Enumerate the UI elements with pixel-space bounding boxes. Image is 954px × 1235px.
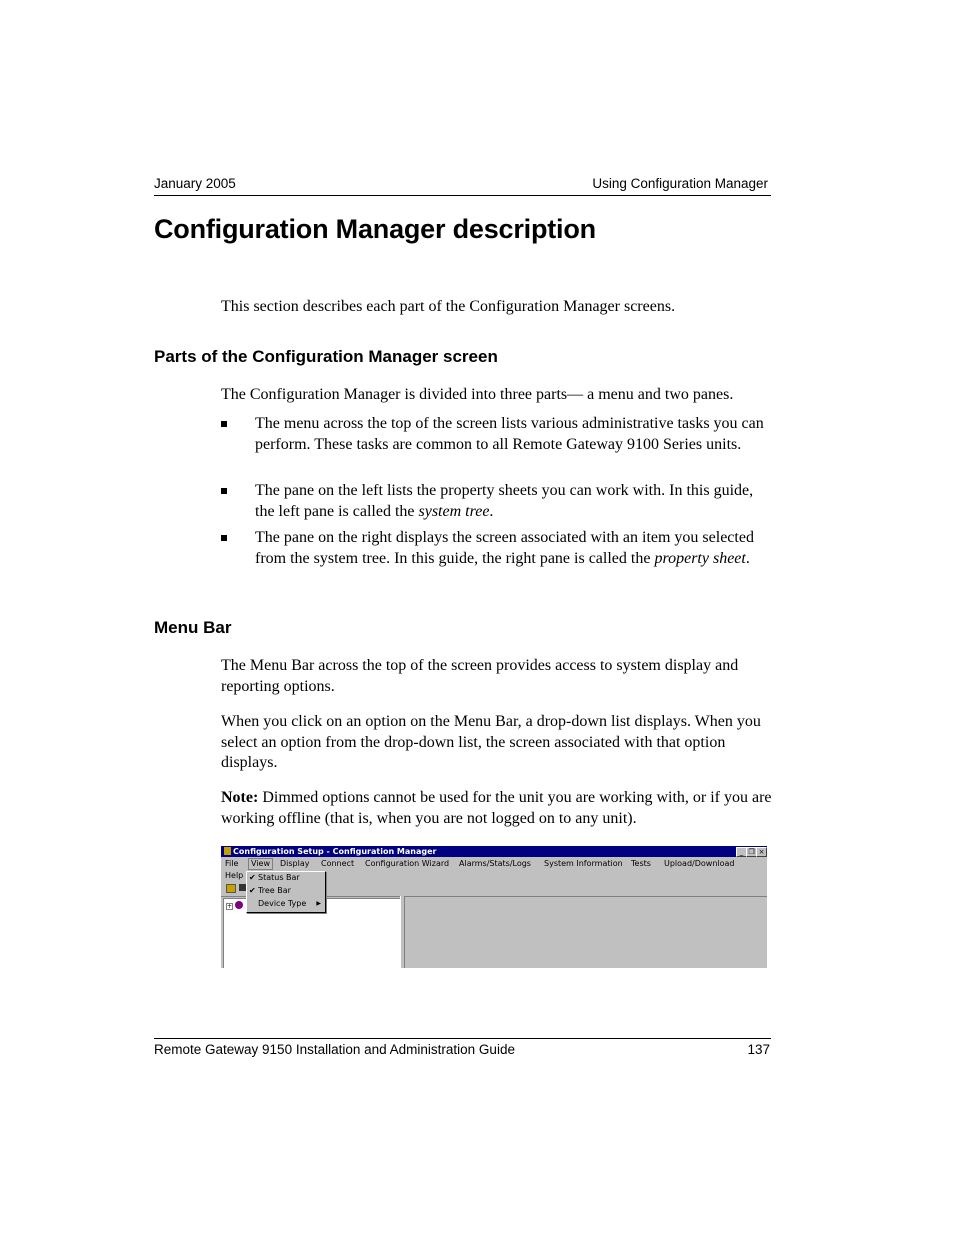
bullet-text: The pane on the right displays the screen associated with an item you selected from the system tree. In this guide, the right pane is called the property sheet. xyxy=(255,529,754,567)
dropdown-item-tree-bar[interactable]: ✔ Tree Bar xyxy=(249,886,291,895)
page-number: 137 xyxy=(747,1042,770,1057)
header-rule xyxy=(154,195,771,196)
note-paragraph: Note: Dimmed options cannot be used for the unit you are working with, or if you are working offline (that is, when you are not logged on to any unit). xyxy=(221,789,772,827)
menu-file[interactable]: File xyxy=(225,859,239,868)
menu-tests[interactable]: Tests xyxy=(631,859,651,868)
menu-help[interactable]: Help xyxy=(225,871,244,880)
page-title: Configuration Manager description xyxy=(154,214,596,244)
bullet-text: The menu across the top of the screen lists various administrative tasks you can perform. These tasks are common to all Remote Gateway 9100 Series units. xyxy=(255,415,764,453)
menu-system-information[interactable]: System Information xyxy=(544,859,623,868)
menu-bar-paragraph-2: When you click on an option on the Menu Bar, a drop-down list displays. When you select an option from the drop-down list, the screen associated with that option displays. xyxy=(221,713,761,771)
menu-display[interactable]: Display xyxy=(280,859,310,868)
restore-button[interactable]: ❒ xyxy=(746,847,757,857)
term-property-sheet: property sheet xyxy=(654,549,746,567)
dropdown-item-device-type[interactable]: Device Type ▶ xyxy=(258,899,321,908)
tree-expand-icon[interactable]: + xyxy=(227,903,233,910)
bullet-marker xyxy=(221,488,227,494)
menu-bar-paragraph-1: The Menu Bar across the top of the screen provides access to system display and reporting options. xyxy=(221,657,739,695)
menu-alarms-stats-logs[interactable]: Alarms/Stats/Logs xyxy=(459,859,531,868)
running-header-section: Using Configuration Manager xyxy=(592,176,768,191)
term-system-tree: system tree xyxy=(418,502,490,520)
bullet-text: The pane on the left lists the property sheets you can work with. In this guide, the left pane is called the system tree. xyxy=(255,482,754,520)
menu-upload-download[interactable]: Upload/Download xyxy=(664,859,735,868)
configuration-manager-screenshot xyxy=(221,846,767,968)
save-icon[interactable] xyxy=(239,884,246,891)
intro-paragraph: This section describes each part of the Configuration Manager screens. xyxy=(221,298,676,315)
footer-rule xyxy=(154,1038,771,1039)
menu-bar-heading: Menu Bar xyxy=(154,618,232,637)
menu-bar xyxy=(221,858,767,870)
parts-heading: Parts of the Configuration Manager screen xyxy=(154,347,498,366)
minimize-button[interactable]: _ xyxy=(736,847,747,857)
check-icon: ✔ xyxy=(249,886,256,895)
app-icon xyxy=(224,847,231,855)
menu-view[interactable]: View xyxy=(248,858,273,870)
running-header-date: January 2005 xyxy=(154,176,236,191)
footer-guide-title: Remote Gateway 9150 Installation and Administration Guide xyxy=(154,1042,515,1057)
menu-configuration-wizard[interactable]: Configuration Wizard xyxy=(365,859,450,868)
property-sheet-pane xyxy=(405,896,767,968)
bullet-marker xyxy=(221,535,227,541)
view-dropdown-menu xyxy=(246,871,326,913)
note-label: Note: xyxy=(221,789,259,806)
dropdown-item-status-bar[interactable]: ✔ Status Bar xyxy=(249,873,300,882)
submenu-arrow-icon: ▶ xyxy=(316,900,321,907)
menu-connect[interactable]: Connect xyxy=(321,859,355,868)
bullet-marker xyxy=(221,421,227,427)
parts-lead-paragraph: The Configuration Manager is divided into three parts— a menu and two panes. xyxy=(221,386,734,403)
close-button[interactable]: × xyxy=(756,847,767,857)
window-title: Configuration Setup - Configuration Manager xyxy=(233,847,437,856)
check-icon: ✔ xyxy=(249,873,256,882)
network-node-icon[interactable] xyxy=(235,901,243,909)
window-titlebar xyxy=(221,846,767,857)
open-folder-icon[interactable] xyxy=(226,884,236,893)
